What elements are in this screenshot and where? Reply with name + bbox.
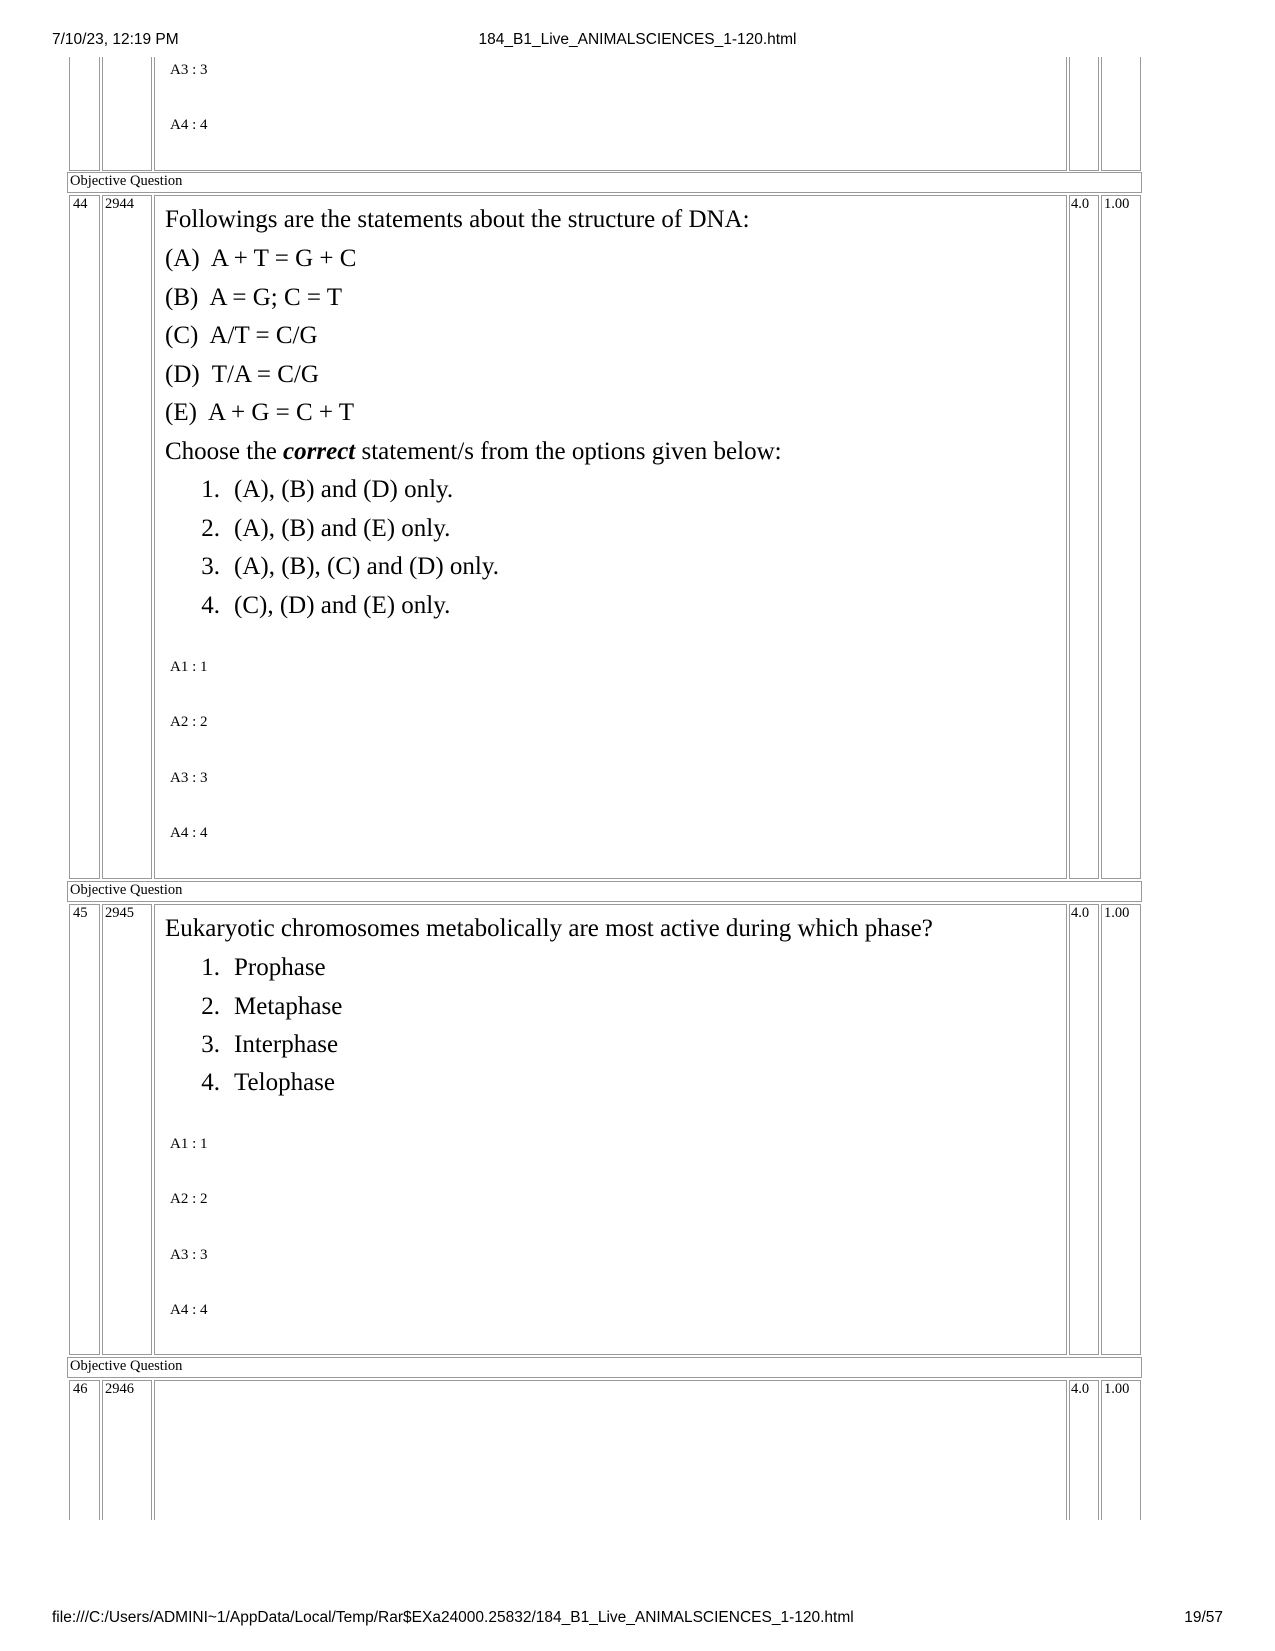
q44-option-3-text: (A), (B), (C) and (D) only. [234, 553, 499, 580]
q44-marks: 4.0 [1071, 196, 1090, 212]
q44-neg-cell [1101, 195, 1141, 879]
q45-qid-cell [102, 904, 152, 1355]
q46-neg-marks: 1.00 [1104, 1381, 1130, 1397]
q46-type-label: Objective Question [70, 1358, 183, 1374]
print-page-number: 19/57 [1184, 1609, 1223, 1626]
q44-type-row [67, 172, 1142, 193]
q44-instruction [165, 439, 782, 464]
q45-answer-a4: A4 : 4 [170, 1302, 208, 1318]
q45-option-4-num: 4. [201, 1069, 220, 1096]
q45-option-4-text: Telophase [234, 1069, 335, 1096]
q45-option-2-num: 2. [201, 993, 220, 1020]
q45-answer-a1: A1 : 1 [170, 1136, 208, 1152]
q44-option-1-num: 1. [201, 476, 220, 503]
q44-qid: 2944 [105, 196, 134, 212]
q44-option-3-num: 3. [201, 553, 220, 580]
q45-stem: Eukaryotic chromosomes metabolically are most active during which phase? [165, 915, 933, 942]
q45-neg-marks: 1.00 [1104, 905, 1130, 921]
q46-sno-cell [69, 1380, 100, 1520]
q45-neg-cell [1101, 904, 1141, 1355]
prev-qid-cell [102, 57, 152, 171]
q44-option-4 [186, 593, 450, 618]
q44-option-4-text: (C), (D) and (E) only. [234, 592, 451, 619]
q45-option-4 [186, 1070, 335, 1095]
q44-statement-b: (B) A = G; C = T [165, 284, 343, 311]
q46-sno: 46 [73, 1381, 88, 1397]
q44-option-4-num: 4. [201, 592, 220, 619]
q44-answer-a2: A2 : 2 [170, 714, 208, 730]
q44-instruction-pre: Choose the [165, 438, 284, 465]
prev-answer-a4: A4 : 4 [170, 117, 208, 133]
q44-option-3 [186, 554, 499, 579]
q46-marks: 4.0 [1071, 1381, 1090, 1397]
q45-answer-a3: A3 : 3 [170, 1247, 208, 1263]
q45-option-1 [186, 955, 326, 980]
prev-marks-cell [1069, 57, 1099, 171]
q44-answer-a1: A1 : 1 [170, 659, 208, 675]
q44-instruction-emph: correct [283, 438, 356, 465]
prev-content-cell [154, 57, 1067, 171]
q44-neg-marks: 1.00 [1104, 196, 1130, 212]
prev-neg-cell [1101, 57, 1141, 171]
q44-option-2-text: (A), (B) and (E) only. [234, 515, 451, 542]
q46-neg-cell [1101, 1380, 1141, 1520]
q44-qid-cell [102, 195, 152, 879]
q44-statement-e: (E) A + G = C + T [165, 399, 355, 426]
print-doc-title: 184_B1_Live_ANIMALSCIENCES_1-120.html [478, 31, 797, 48]
q45-option-2-text: Metaphase [234, 993, 343, 1020]
q44-answer-a3: A3 : 3 [170, 770, 208, 786]
q46-qid: 2946 [105, 1381, 134, 1397]
q45-answer-a2: A2 : 2 [170, 1191, 208, 1207]
q44-option-2-num: 2. [201, 515, 220, 542]
q46-content-cell [154, 1380, 1067, 1520]
q45-option-3-num: 3. [201, 1031, 220, 1058]
q46-qid-cell [102, 1380, 152, 1520]
q44-marks-cell [1069, 195, 1099, 879]
q44-sno-cell [69, 195, 100, 879]
q44-instruction-post: statement/s from the options given below: [355, 438, 782, 465]
q45-option-3-text: Interphase [234, 1031, 339, 1058]
q46-type-row [67, 1357, 1142, 1378]
q44-statement-c: (C) A/T = C/G [165, 322, 318, 349]
q44-statement-d: (D) T/A = C/G [165, 361, 319, 388]
q45-marks-cell [1069, 904, 1099, 1355]
q45-qid: 2945 [105, 905, 134, 921]
q44-option-1 [186, 477, 453, 502]
q44-type-label: Objective Question [70, 173, 183, 189]
q45-option-1-text: Prophase [234, 954, 326, 981]
q45-sno-cell [69, 904, 100, 1355]
print-file-path: file:///C:/Users/ADMINI~1/AppData/Local/Temp/Rar$EXa24000.25832/184_B1_Live_ANIMALSCIENCES_1-120.html [52, 1609, 854, 1626]
q44-stem: Followings are the statements about the structure of DNA: [165, 206, 750, 233]
q45-option-2 [186, 994, 342, 1019]
q44-sno: 44 [73, 196, 88, 212]
q44-statement-a: (A) A + T = G + C [165, 245, 357, 272]
q46-marks-cell [1069, 1380, 1099, 1520]
q45-marks: 4.0 [1071, 905, 1090, 921]
print-datetime: 7/10/23, 12:19 PM [52, 31, 179, 48]
q45-option-3 [186, 1032, 338, 1057]
prev-answer-a3: A3 : 3 [170, 62, 208, 78]
q45-type-label: Objective Question [70, 882, 183, 898]
q44-option-1-text: (A), (B) and (D) only. [234, 476, 454, 503]
prev-sno-cell [69, 57, 100, 171]
q44-option-2 [186, 516, 450, 541]
q45-sno: 45 [73, 905, 88, 921]
q45-type-row [67, 881, 1142, 902]
q45-option-1-num: 1. [201, 954, 220, 981]
q44-answer-a4: A4 : 4 [170, 825, 208, 841]
